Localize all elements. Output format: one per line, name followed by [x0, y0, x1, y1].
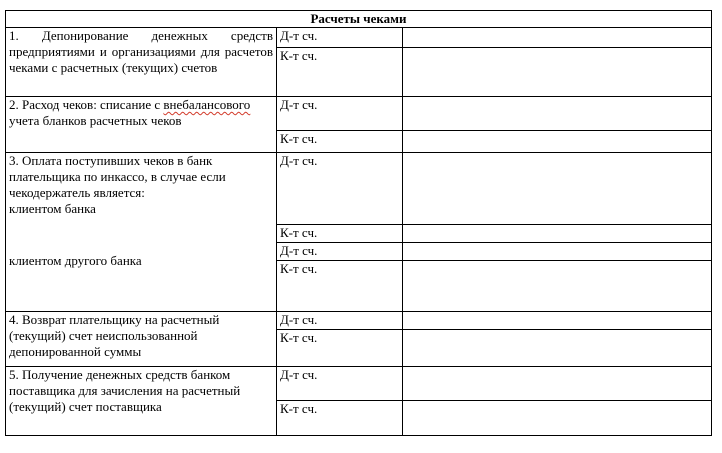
operation-3-case-other-bank-client: клиентом другого банка [9, 253, 142, 268]
operation-3-description [6, 153, 277, 312]
operation-2-text-end: учета бланков расчетных чеков [9, 113, 182, 128]
operation-4-debit-value [403, 312, 712, 330]
operation-4-debit-label: Д-т сч. [277, 312, 403, 330]
operation-4-credit-value [403, 330, 712, 367]
operation-5-credit-label: К-т сч. [277, 401, 403, 436]
operation-5-debit-label: Д-т сч. [277, 367, 403, 401]
operation-3-case2-credit-value [403, 261, 712, 312]
operation-2-debit-label: Д-т сч. [277, 97, 403, 131]
operation-1-credit-label: К-т сч. [277, 48, 403, 97]
operation-2-credit-label: К-т сч. [277, 131, 403, 153]
operation-2-marked-word: внебалансового [163, 97, 251, 112]
operation-5-debit-value [403, 367, 712, 401]
operation-1-description: 1. Депонирование денежных средств предприятиями и организациями для расчетов чеками с расчетных (текущих) счетов [6, 28, 277, 97]
checks-table-sheet [5, 10, 711, 441]
operation-3-text: 3. Оплата поступивших чеков в банк плательщика по инкассо, в случае если чекодержатель является: [9, 153, 226, 200]
operation-1-debit-label: Д-т сч. [277, 28, 403, 48]
table-row [6, 153, 712, 225]
operation-3-case2-debit-value [403, 243, 712, 261]
table-header-row [6, 11, 712, 28]
operation-3-case1-debit-label: Д-т сч. [277, 153, 403, 225]
operation-2-text-start: 2. Расход чеков: списание с [9, 97, 164, 112]
table-title: Расчеты чеками [6, 11, 712, 28]
operation-3-case1-credit-value [403, 225, 712, 243]
table-row [6, 97, 712, 131]
operation-4-description: 4. Возврат плательщику на расчетный (текущий) счет неиспользованной депонированной суммы [6, 312, 277, 367]
operation-5-credit-value [403, 401, 712, 436]
operation-3-case-bank-client: клиентом банка [9, 201, 96, 216]
operation-1-debit-value [403, 28, 712, 48]
operation-3-case2-credit-label: К-т сч. [277, 261, 403, 312]
operation-5-description: 5. Получение денежных средств банком поставщика для зачисления на расчетный (текущий) счет поставщика [6, 367, 277, 436]
table-row [6, 28, 712, 48]
operation-2-debit-value [403, 97, 712, 131]
operation-3-case1-credit-label: К-т сч. [277, 225, 403, 243]
table-row [6, 312, 712, 330]
operation-1-credit-value [403, 48, 712, 97]
table-row [6, 367, 712, 401]
operation-2-credit-value [403, 131, 712, 153]
operation-4-credit-label: К-т сч. [277, 330, 403, 367]
operation-3-case1-debit-value [403, 153, 712, 225]
operation-3-gap [9, 217, 273, 253]
checks-accounting-table [5, 10, 712, 436]
operation-3-case2-debit-label: Д-т сч. [277, 243, 403, 261]
operation-2-description [6, 97, 277, 153]
